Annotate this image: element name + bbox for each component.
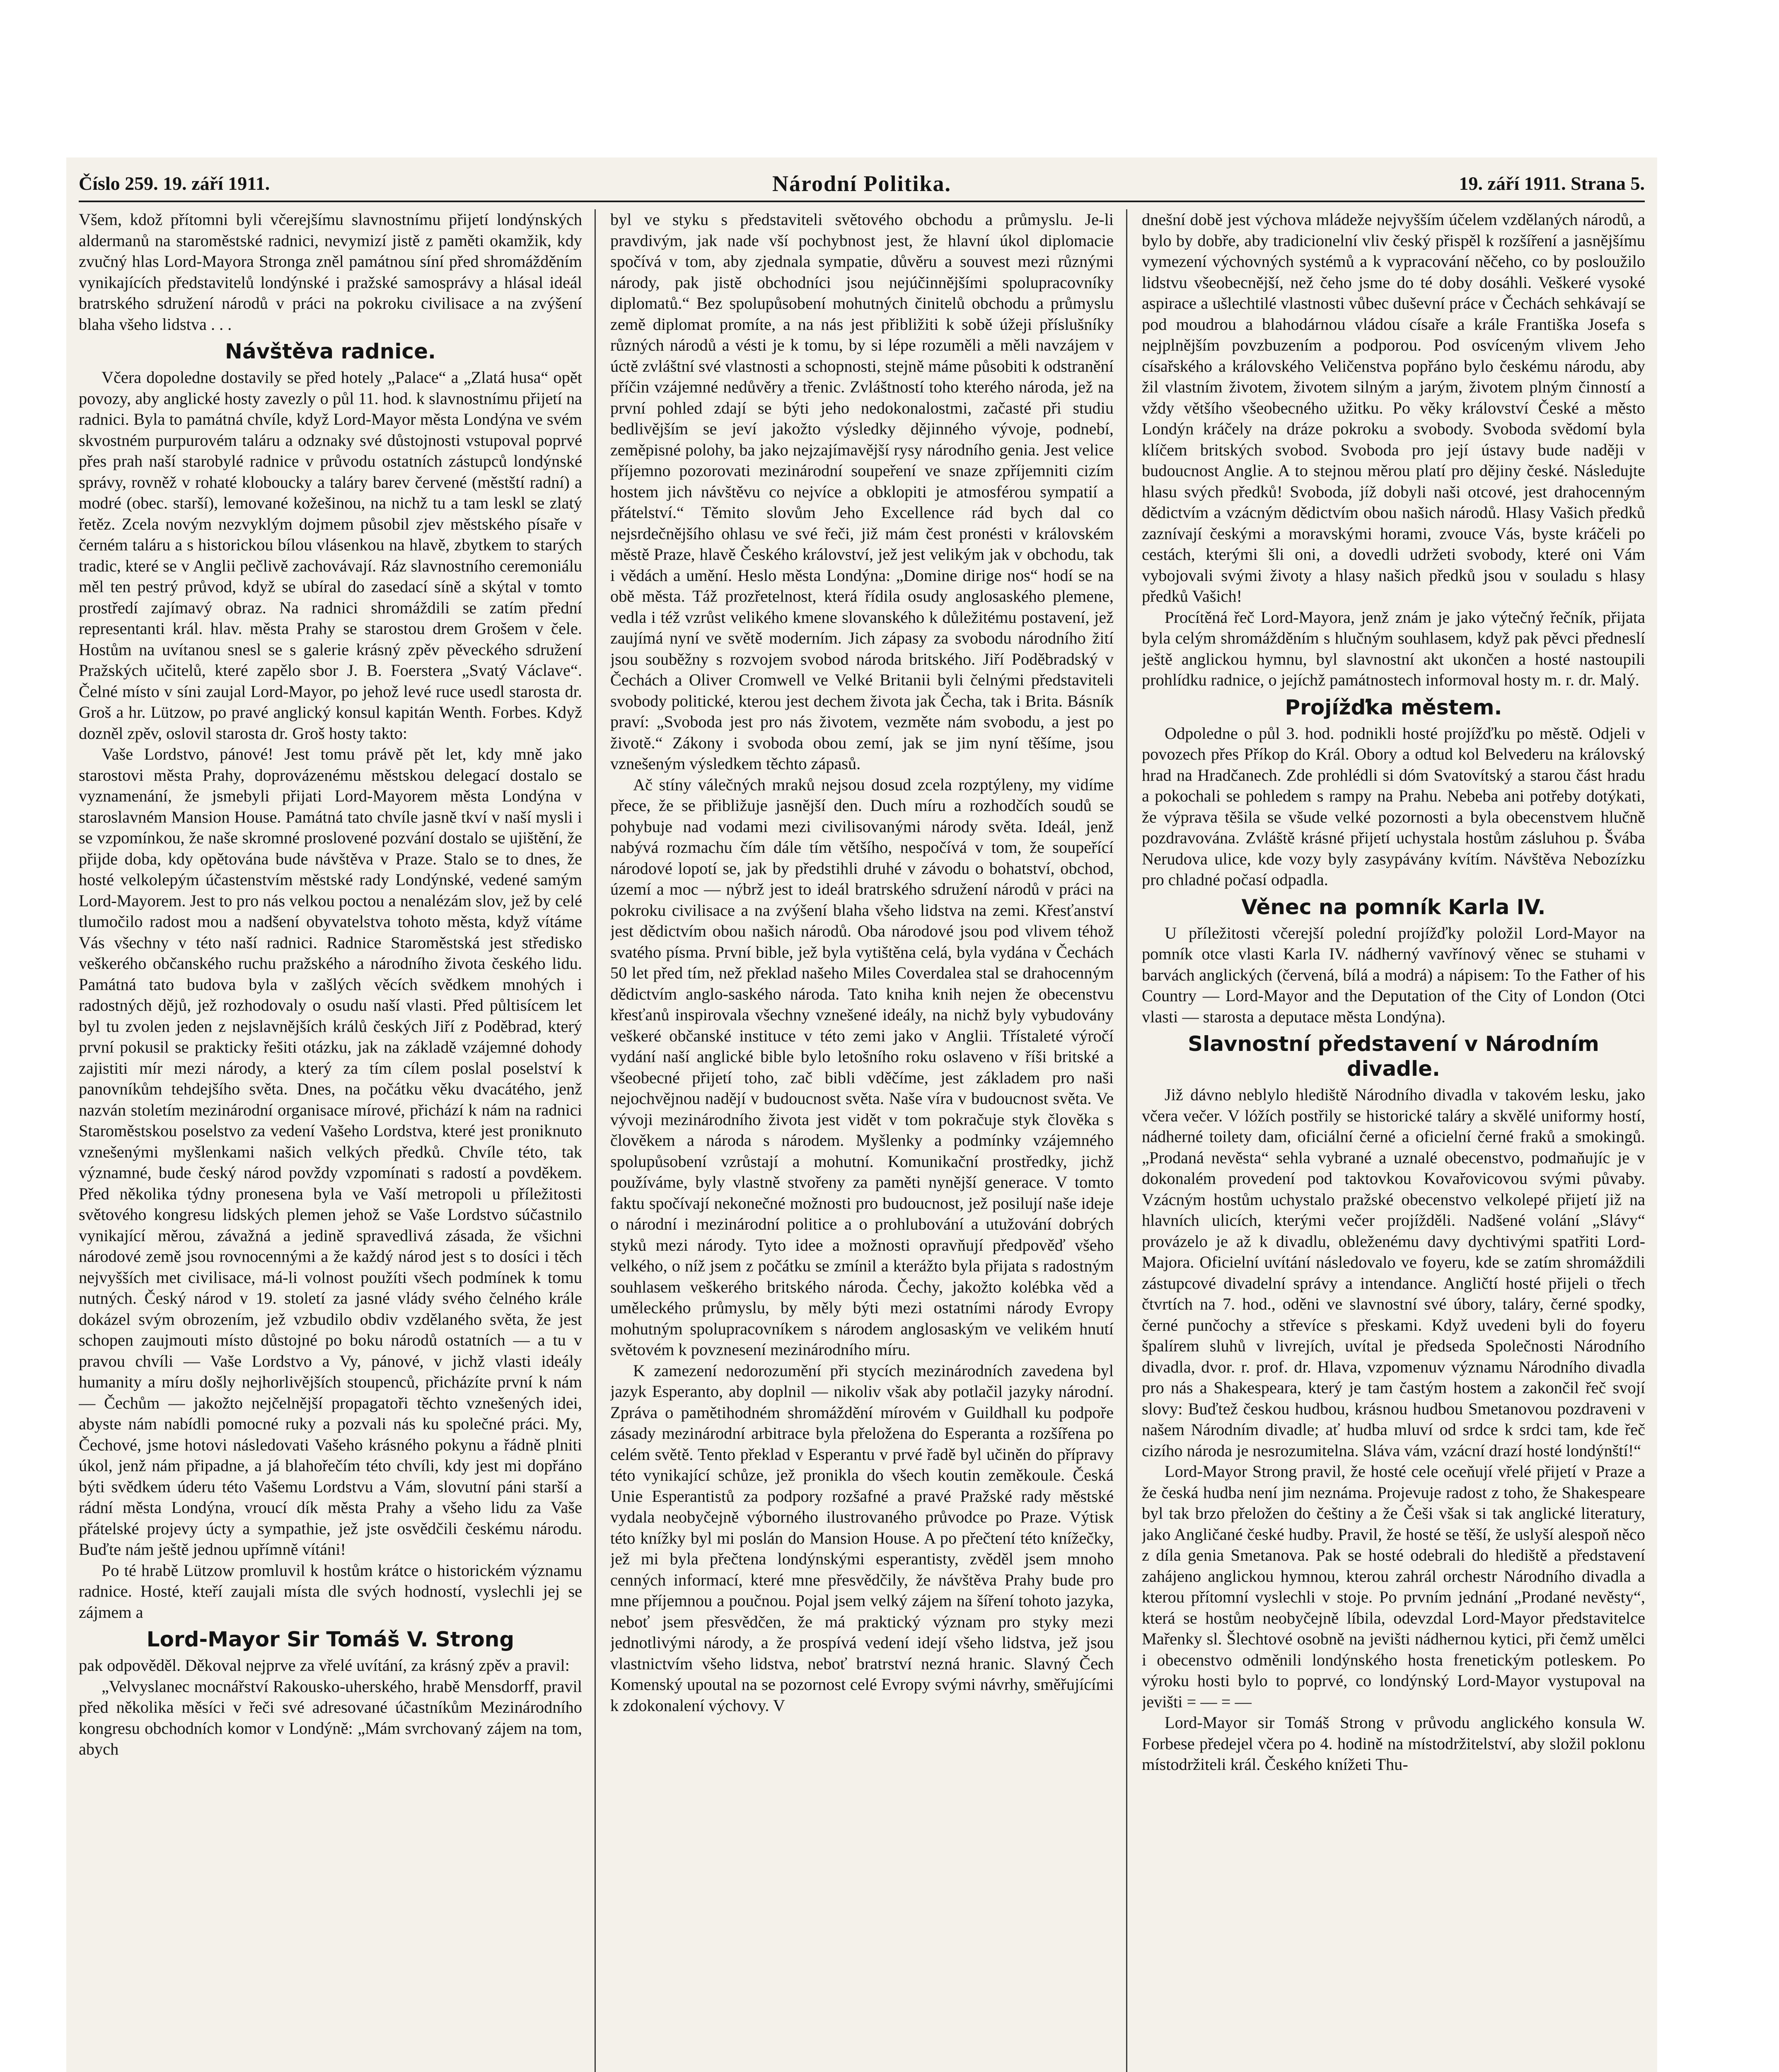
article-paragraph: Po té hrabě Lützow promluvil k hostům krátce o historickém významu radnice. Hosté, kteří zaujali místa dle svých hodností, vyslechli jej se zájmem a: [79, 1561, 582, 1622]
section-heading-strong: Lord-Mayor Sir Tomáš V. Strong: [146, 1627, 515, 1651]
column-divider: [1126, 209, 1127, 2072]
article-paragraph: pak odpověděl. Děkoval nejprve za vřelé uvítání, za krásný zpěv a pravil:: [79, 1656, 570, 1675]
article-paragraph: Vaše Lordstvo, pánové! Jest tomu právě pět let, kdy mně jako starostovi města Prahy, doprovázenému městskou delegací dostalo se vyznamenání, že jsmebyli přijati Lord-Mayorem města Londýna v staroslavném Mansion House. Památná tato chvíle jasně tkví v naší mysli i se vzpomínkou, že naše skromné proslovené pozvání dostalo se ujištění, že přijde doba, kdy opětována bude návštěva v Praze. Stalo se to dnes, že hosté velkolepým účastenstvím městské rady Londýnské, vedené samým Lord-Mayorem. Jest to pro nás velkou poctou a nenalézám slov, jež by celé tlumočilo radost mou a nadšení obyvatelstva tohoto města, když vítáme Vás všechny v této naší radnici. Radnice Staroměstská jest středisko veškerého občanského ruchu pražského a národního života českého lidu. Památná tato budova byla v zašlých věcích svědkem mnohých i radostných dějů, jež rozhodovaly o osudu naší vlasti. Před půltisícem let byl tu zvolen jeden z nejslavnějších králů českých Jiří z Poděbrad, který první pokusil se prakticky řešiti otázku, jak na základě vzájemné dohody zajistiti mír mezi národy, a který za tím cílem poslal poselství k panovníkům tehdejšího světa. Dnes, na počátku věku dvacátého, jenž nazván stoletím mezinárodní organisace mírové, přichází k nám na radnici Staroměstskou poselstvo za vedení Vašeho Lordstva, které jest proniknuto vznešenými myšlenkami našich velkých předků. Chvíle této, tak významné, bude český národ povždy vzpomínati s radostí a povděkem. Před několika týdny pronesena byla ve Vaší metropoli u příležitosti světového kongresu lidských plemen jehož se Vaše Lordstvo súčastnilo vynikající měrou, závažná a jedině spravedlivá zásada, že všichni národové země jsou rovnocennými a že každý národ jest s to dosíci i těch nejvyšších met civilisace, má-li volnost použíti všech podmínek k tomu nutných. Český národ v 19. století za jasné vlády svého čelného krále dokázel svým obrozením, jež vzbudilo obdiv vzdělaného světa, že jest schopen zaujmouti místo důstojné po boku národů ostatních — a tu v pravou chvíli — Vaše Lordstvo a Vy, pánové, v jichž vlasti ideály humanity a míru došly nejhorlivějších stoupenců, přicházíte první k nám — Čechům — jakožto nejčelnější propagatoři těchto vznešených idei, abyste nám nabídli pomocné ruky a pozvali nás ku společné práci. My, Čechové, jsme hotovi následovati Vašeho krásného pokynu a řádně plniti úkol, jenž nám připadne, a já blahořečím této chvíli, kdy jest mi dopřáno býti svědkem úderu této Vašemu Lordstvu a Vám, slovutní páni starší a rádní města Londýna, vroucí dík města Prahy a všeho lidu za Vaše přátelské projevy úcty a sympathie, jež jste osvědčili českému národu. Buďte nám ještě jednou upřímně vítáni!: [79, 745, 582, 1559]
article-paragraph: Lord-Mayor sir Tomáš Strong v průvodu anglického konsula W. Forbese předejel včera po 4. hodině na místodržitelství, aby složil poklonu místodržiteli král. Českého knížeti Thu-: [1142, 1713, 1645, 1774]
article-paragraph: Již dávno neblylo hlediště Národního divadla v takovém lesku, jako včera večer. V lóžích postřily se historické taláry a skvělé uniformy hostí, nádherné toilety dam, oficiální černé a oficielní černé fraků a smokingů. „Prodaná nevěsta“ sehla vybrané a uznalé obecenstvo, podmaňujíc je v dokonalém provedení pod taktovkou Kovařovicovou svými půvaby. Vzácným hostům uchystalo pražské obecenstvo velkolepé přijetí již na hlavních ulicích, kterými večer projížděli. Nadšené volání „Slávy“ provázelo je až k divadlu, obleženému davy dychtivými spatřiti Lord-Majora. Oficielní uvítání následovalo ve foyeru, kde se zatím shromáždili zástupcové divadelní správy a intendance. Angličtí hosté přijeli o třech čtvrtích na 7. hod., oděni ve slavnostní své úbory, taláry, černé spodky, černé punčochy a střevíce s přeskami. Když uvedeni byli do foyeru špalírem sluhů v livrejích, uvítal je předseda Společnosti Národního divadla, dvor. r. prof. dr. Hlava, vzpomenuv významu Národního divadla pro nás a Shakespeara, který je tam častým hostem a zakončil řeč svojí slovy: Buďtež českou hudbou, krásnou hudbou Smetanovou pozdraveni v našem Národním divadle; ať hudba mluví od srdce k srdci tam, kde řeč cizího národa je nesrozumitelna. Sláva vám, vzácní drazí hosté londýnští!“: [1142, 1085, 1645, 1460]
newspaper-page: [66, 157, 1657, 2072]
article-paragraph: dnešní době jest výchova mládeže nejvyšším účelem vzdělaných národů, a bylo by dobře, aby tradicionelní vliv český přispěl k rozšíření a jasnějšímu vymezení výchovných systémů a k vypracování něčeho, co by posloužilo lidstvu všeobecnější, než čeho jsme do té doby dosáhli. Veškeré vysoké aspirace a ušlechtilé vlastnosti vůbec duševní práce v Čechách sehkávají se pod moudrou a blahodárnou vládou císaře a krále Františka Josefa s nejplnějším povzbuzením a podporou. Pod osvíceným vlivem Jeho císařského a královského Veličenstva popřáno bylo českému národu, aby žil vlastním životem, životem silným a jarým, životem plným činností a vždy většího všeobecného užitku. Po věky království České a město Londýn kráčely na dráze pokroku a svobody. Svoboda svědomí byla klíčem britských svobod. Svoboda pro její ústavy bude naději v budoucnost Anglie. A to stejnou měrou platí pro dějiny české. Následujte hlasu svých předků! Svoboda, jíž dobyli naši otcové, jest drahocenným dědictvím a vzácným dědictvím obou našich národů. Hlasy Vašich předků zaznívají českými a moravskými horami, zvouce Vás, byste kráčeli po cestách, kterými šli oni, a dovedli udržeti svobody, které oni Vám vybojovali svými životy a hlasy našich předků jsou v souladu s hlasy předků Vašich!: [1142, 210, 1645, 605]
page-date-number: 19. září 1911. Strana 5.: [1459, 173, 1645, 194]
article-paragraph: Lord-Mayor Strong pravil, že hosté cele oceňují vřelé přijetí v Praze a že česká hudba není jim neznáma. Projevuje radost z toho, že Shakespeare byl tak brzo přeložen do češtiny a že Češi však si tak anglické literatury, jako Angličané české hudby. Pravil, že hosté se těší, že uslyší alespoň něco z díla genia Smetanova. Pak se hosté odebrali do hlediště a představení zahájeno anglickou hymnou, kterou zahrál orchestr Národního divadla a kterou přítomní vyslechli v stoje. Po prvním jednání „Prodané nevěsty“, která se hostům neobyčejně líbila, odevzdal Lord-Mayor představitelce Mařenky sl. Šlechtové osobně na jevišti nádhernou kytici, při čemž umělci i obecenstvo odměnili londýnského hosta frenetickým potleskem. Po výroku hosti bylo to poprvé, co londýnský Lord-Mayor vystupoval na jevišti = — = —: [1142, 1462, 1645, 1711]
article-paragraph: Odpoledne o půl 3. hod. podnikli hosté projížďku po městě. Odjeli v povozech přes Příkop do Král. Obory a odtud kol Belvederu na královský hrad na Hradčanech. Zde prohlédli si dóm Svatovítský a starou část hradu a pokochali se pohledem s rampy na Prahu. Nebeba ani potřeby dotýkati, že výprava těšila se všude velké pozornosti a byla obecenstvem hlučně pozdravována. Zvláště krásné přijetí uchystala hostům zásluhou p. Švába Nerudova ulice, kde vozy byly zasypávány kvítím. Návštěva Nebozízku pro chladné počasí odpadla.: [1142, 724, 1645, 889]
intro-paragraph: Všem, kdož přítomni byli včerejšímu slavnostnímu přijetí londýnských aldermanů na staroměstské radnici, nevymizí jistě z paměti okamžik, kdy zvučný hlas Lord-Mayora Stronga zněl památnou síní před shromážděním vynikajících představitelů londýnské i pražské samosprávy a hlásal ideál bratrského sdružení národů v práci na pokroku civilisace a na zvýšení blaha všeho lidstva . . .: [79, 210, 582, 334]
column-3: [1142, 209, 1645, 2072]
article-paragraph: U příležitosti včerejší polední projížďky položil Lord-Mayor na pomník otce vlasti Karla IV. nádherný vavřínový věnec se stuhami v barvách anglických (červená, bílá a modrá) a nápisem: To the Father of his Country — Lord-Mayor and the Deputation of the City of London (Otci vlasti — starosta a deputace města Londýna).: [1142, 923, 1645, 1026]
header-rule: [79, 201, 1645, 202]
article-paragraph: Ač stíny válečných mraků nejsou dosud zcela rozptýleny, my vidíme přece, že se přibližuje jasnější den. Duch míru a rozhodčích soudů se pohybuje nad vodami mezi civilisovanými národy světa. Ideál, jenž nabývá rozmachu čím dále tím většího, nespočívá v tom, že soupeřící národové lopotí se, jak by předstihli druhé v závodu o bohatství, obchod, území a moc — nýbrž jest to ideál bratrského sdružení národů v práci na pokroku civilisace a na zvýšení blaha všeho lidstva na zemi. Křesťanství jest dědictvím obou našich národů. Oba národové jsou pod vlivem téhož svatého písma. První bible, jež byla vytištěna celá, byla vydána v Čechách 50 let před tím, než překlad našeho Miles Coverdalea stal se drahocenným dědictvím anglo-saského národa. Tato kniha knih nejen že obecenstvu křesťanů inspirovala všechny vznešené ideály, na nichž byly vybudovány veškeré občanské instituce v této zemi jako v Anglii. Třístaleté výročí vydání naší anglické bible bylo letošního roku oslaveno v říši britské a všeobecné přijetí toho, zač bibli vděčíme, jest základem pro naši nejochvějnou nadějí v budoucnost světa. Naše víra v budoucnost světa. Ve vývoji mezinárodního života jest vidět v tom pokračuje styk člověka s člověkem a národa s národem. Myšlenky a podmínky vzájemného spolupůsobení vzrůstají a mohutní. Komunikační prostředky, jichž používáme, byly vlastně stvořeny za paměti nynější generace. V tomto faktu spočívají nekonečné možnosti pro budoucnost, jež posilují naše ideje o národní i mezinárodní politice a o prohlubování a utužování dobrých styků mezi národy. Tyto idee a možnosti opravňují předpověď všeho velkého, o níž jsem z počátku se zmínil a kterážto byla přijata s radostným souhlasem veškerého britského národa. Čechy, jakožto kolébka věd a uměleckého průmyslu, by měly býti mezi ostatními národy Evropy mohutným spolupracovníkem s národem anglosaským ve velikém hnutí světovém k povznesení mezinárodního míru.: [610, 775, 1114, 1359]
section-heading-radnice: Návštěva radnice.: [225, 339, 436, 363]
column-divider: [595, 209, 596, 2072]
column-1: [79, 209, 582, 2072]
newspaper-title: Národní Politika.: [772, 171, 952, 196]
article-paragraph: „Velvyslanec mocnářství Rakousko-uherského, hrabě Mensdorff, pravil před několika měsíci v řeči své adresované účastníkům Mezinárodního kongresu obchodních komor v Londýně: „Mám svrchovaný zájem na tom, abych: [79, 1677, 582, 1758]
article-paragraph: byl ve styku s představiteli světového obchodu a průmyslu. Je-li pravdivým, jak nade vší pochybnost jest, že hlavní úkol diplomacie spočívá v tom, aby zjednala sympatie, důvěru a souvest mezi různými národy, pak jistě obchodníci jsou nejúčinnějšími spolupracovníky diplomatů.“ Bez spolupůsobení mohutných činitelů obchodu a průmyslu země diplomat promíte, a na nás jest přibližiti k sobě úžeji příslušníky různých národů a vésti je k tomu, by si lépe rozuměli a měli navzájem v úctě zvláštní své vlastnosti a schopnosti, stejně máme působiti k odstranění příčin vzájemné nedůvěry a třenic. Zvláštností toho kterého národa, jež na první pohled zdají se býti jeho nedokonalostmi, začasté při studiu bedlivějším se jeví jakožto výsledky dějinného vývoje, podnebí, zeměpisné polohy, ba jako nejzajímavější rysy národního genia. Jest velice příjemno pozorovati mezinárodní soupeření ve snaze zpříjemniti cizím hostem jich návštěvu co nejvíce a obklopiti je atmosférou sympatií a přátelství.“ Těmito slovům Jeho Excellence rád bych dal co nejsrdečnějšího ohlasu ve své řeči, již mám čest pronésti v královském městě Praze, hlavě Českého království, jež jest velikým jak v obchodu, tak i vědách a umění. Heslo města Londýna: „Domine dirige nos“ hodí se na obě města. Táž prozřetelnost, která řídila osudy anglosaského plemene, vedla i též vzrůst velikého kmene slovanského k důležitému postavení, jež zaujímá nyní ve světě moderním. Jich zápasy za svobodu národního žití jsou souběžny s rozvojem svobod národa britského. Jiří Poděbradský v Čechách a Oliver Cromwell ve Velké Britanii byli čelnými představiteli svobody politické, kterou jest dechem života jak Čecha, tak i Brita. Básník praví: „Svoboda jest pro nás životem, vezměte nám svobodu, a jest po životě.“ Zákony i svoboda obou zemí, jak se jim nyní těšíme, jsou vznešeným výsledkem těchto zápasů.: [610, 210, 1114, 773]
article-paragraph: Procítěná řeč Lord-Mayora, jenž znám je jako výtečný řečník, přijata byla celým shromážděním s hlučným souhlasem, když pak pěvci předneslí ještě anglickou hymnu, byl slavnostní akt ukončen a hosté nastoupili prohlídku radnice, o jejíchž památnostech informoval hosty m. r. dr. Malý.: [1142, 608, 1645, 689]
issue-number: Číslo 259. 19. září 1911.: [79, 173, 270, 194]
section-heading-venec: Věnec na pomník Karla IV.: [1241, 895, 1546, 919]
article-paragraph: Včera dopoledne dostavily se před hotely „Palace“ a „Zlatá husa“ opět povozy, aby anglické hosty zavezly o půl 11. hod. k slavnostnímu přijetí na radnici. Byla to památná chvíle, když Lord-Mayor města Londýna ve svém skvostném purpurovém taláru a odznaky své důstojnosti vstupoval poprvé přes prah naší starobylé radnice v průvodu ostatních zástupců londýnské správy, rovněž v rohaté kloboucky a taláry barev červené (městští radní) a modré (obec. starší), lemované kožešinou, na nichž tu a tam leskl se zlatý řetěz. Zcela novým nezvyklým dojmem působil zjev městského písaře v černém taláru a s historickou bílou vlásenkou na hlavě, zbytkem to starých tradic, které se v Anglii pečlivě zachovávají. Ráz slavnostního ceremoniálu měl ten pestrý průvod, když se ubíral do zasedací síně a skýtal v tomto prostředí zajímavý obraz. Na radnici shromáždili se zatím přední representanti král. hlav. města Prahy se starostou drem Grošem v čele. Hostům na uvítanou snesl se s galerie krásný zpěv pěveckého sdružení Pražských učitelů, které zapělo sbor J. B. Foerstera „Svatý Václave“. Čelné místo v síni zaujal Lord-Mayor, po jehož levé ruce usedl starosta dr. Groš a hr. Lützow, po pravé anglický konsul kapitán Wenth. Forbes. Když dozněl zpěv, oslovil starosta dr. Groš hosty takto:: [79, 368, 582, 743]
column-2: [610, 209, 1114, 2072]
section-heading-divadlo: Slavnostní představení v Národním divadle.: [1188, 1032, 1599, 1081]
section-heading-projizdka: Projížďka městem.: [1285, 695, 1502, 719]
page-header: [79, 169, 1645, 198]
article-paragraph: K zamezení nedorozumění při stycích mezinárodních zavedena byl jazyk Esperanto, aby doplnil — nikoliv však aby potlačil jazyky národní. Zpráva o pamětihodném shromáždění mírovém v Guildhall ku podpoře zásady mezinárodní arbitrace byla přeložena do Esperanta a rozšířena po celém světě. Tento překlad v Esperantu v prvé řadě byl učiněn do přípravy této vynikající schůze, jež pronikla do všech koutin zeměkoule. Česká Unie Esperantistů za podpory rozšafné a pravé Pražské rady městské vydala neobyčejně výborného ilustrovaného průvodce po Praze. Výtisk této knížky byl mi poslán do Mansion House. A po přečtení této knížečky, jež mi byla přečtena londýnskými esperantisty, zvěděl jsem mnoho cenných informací, které mne přesvědčily, že návštěva Prahy bude pro mne příjemnou a poučnou. Pojal jsem velký zájem na šíření tohoto jazyka, neboť jsem přesvědčen, že má praktický význam pro styky mezi jednotlivými národy, a že prospívá vedení idejí všeho lidstva, jež jsou vlastnictvím všeho lidstva, neboť bratrství nezná hranic. Slavný Čech Komenský upoutal na se pozornost celé Evropy svými návrhy, směřujícími k zdokonalení výchovy. V: [610, 1361, 1114, 1715]
